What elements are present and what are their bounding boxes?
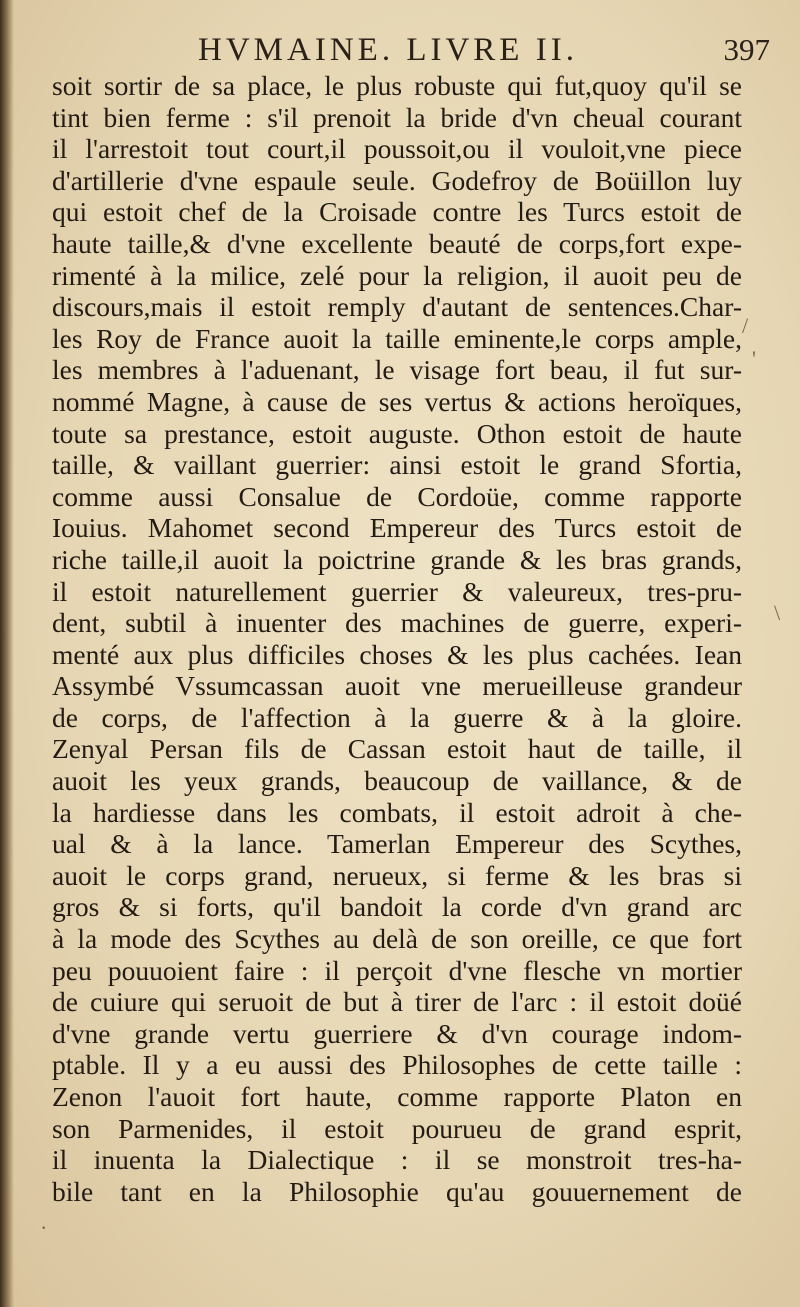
margin-mark: '	[752, 346, 756, 371]
margin-mark: /	[742, 313, 749, 338]
text-line: qui estoit chef de la Croisade contre les Turcs estoit de	[52, 196, 742, 228]
text-line: il inuenta la Dialectique : il se monstroit tres-ha-	[52, 1144, 742, 1176]
text-line: Zenyal Persan fils de Cassan estoit haut de taille, il	[52, 733, 742, 765]
text-line: haute taille,& d'vne excellente beauté de corps,fort expe-	[52, 227, 742, 259]
text-line: les membres à l'aduenant, le visage fort beau, il fut sur-	[52, 354, 742, 386]
text-line: d'vne grande vertu guerriere & d'vn courage indom-	[52, 1017, 742, 1049]
page-number: 397	[723, 32, 770, 67]
margin-mark: \	[774, 600, 781, 625]
page-binding-shadow	[0, 0, 14, 1307]
text-line: ual & à la lance. Tamerlan Empereur des Scythes,	[52, 828, 742, 860]
margin-mark: ·	[40, 1215, 48, 1240]
text-line: il estoit naturellement guerrier & valeureux, tres-pru-	[52, 575, 742, 607]
text-line: d'artillerie d'vne espaule seule. Godefroy de Boüillon luy	[52, 164, 742, 196]
text-line: riche taille,il auoit la poictrine grande & les bras grands,	[52, 543, 742, 575]
text-line: il l'arrestoit tout court,il poussoit,ou il vouloit,vne piece	[52, 133, 742, 165]
text-line: menté aux plus difficiles choses & les plus cachées. Iean	[52, 638, 742, 670]
text-line: toute sa prestance, estoit auguste. Othon estoit de haute	[52, 417, 742, 449]
text-line: gros & si forts, qu'il bandoit la corde d'vn grand arc	[52, 891, 742, 923]
text-line: ptable. Il y a eu aussi des Philosophes de cette taille :	[52, 1049, 742, 1081]
text-line: nommé Magne, à cause de ses vertus & actions heroïques,	[52, 385, 742, 417]
text-line: la hardiesse dans les combats, il estoit adroit à che-	[52, 796, 742, 828]
text-line: taille, & vaillant guerrier: ainsi estoit le grand Sfortia,	[52, 449, 742, 481]
text-line: son Parmenides, il estoit pourueu de grand esprit,	[52, 1112, 742, 1144]
text-line: rimenté à la milice, zelé pour la religion, il auoit peu de	[52, 259, 742, 291]
text-line: Iouius. Mahomet second Empereur des Turcs estoit de	[52, 512, 742, 544]
text-line: Assymbé Vssumcassan auoit vne merueilleuse grandeur	[52, 670, 742, 702]
text-line: auoit le corps grand, nerueux, si ferme & les bras si	[52, 859, 742, 891]
text-line: dent, subtil à inuenter des machines de guerre, experi-	[52, 607, 742, 639]
text-line: comme aussi Consalue de Cordoüe, comme rapporte	[52, 480, 742, 512]
text-line: à la mode des Scythes au delà de son oreille, ce que fort	[52, 923, 742, 955]
text-line: les Roy de France auoit la taille eminente,le corps ample,	[52, 322, 742, 354]
text-line: bile tant en la Philosophie qu'au gouuernement de	[52, 1175, 742, 1207]
body-text	[52, 70, 742, 1207]
text-line: tint bien ferme : s'il prenoit la bride d'vn cheual courant	[52, 101, 742, 133]
text-line: discours,mais il estoit remply d'autant de sentences.Char-	[52, 291, 742, 323]
running-head: HVMAINE. LIVRE II.	[198, 32, 578, 68]
text-line: de corps, de l'affection à la guerre & à la gloire.	[52, 701, 742, 733]
text-line: peu pouuoient faire : il perçoit d'vne flesche vn mortier	[52, 954, 742, 986]
text-line: soit sortir de sa place, le plus robuste qui fut,quoy qu'il se	[52, 70, 742, 101]
text-line: auoit les yeux grands, beaucoup de vaillance, & de	[52, 765, 742, 797]
text-line: de cuiure qui seruoit de but à tirer de l'arc : il estoit doüé	[52, 986, 742, 1018]
text-line: Zenon l'auoit fort haute, comme rapporte Platon en	[52, 1081, 742, 1112]
